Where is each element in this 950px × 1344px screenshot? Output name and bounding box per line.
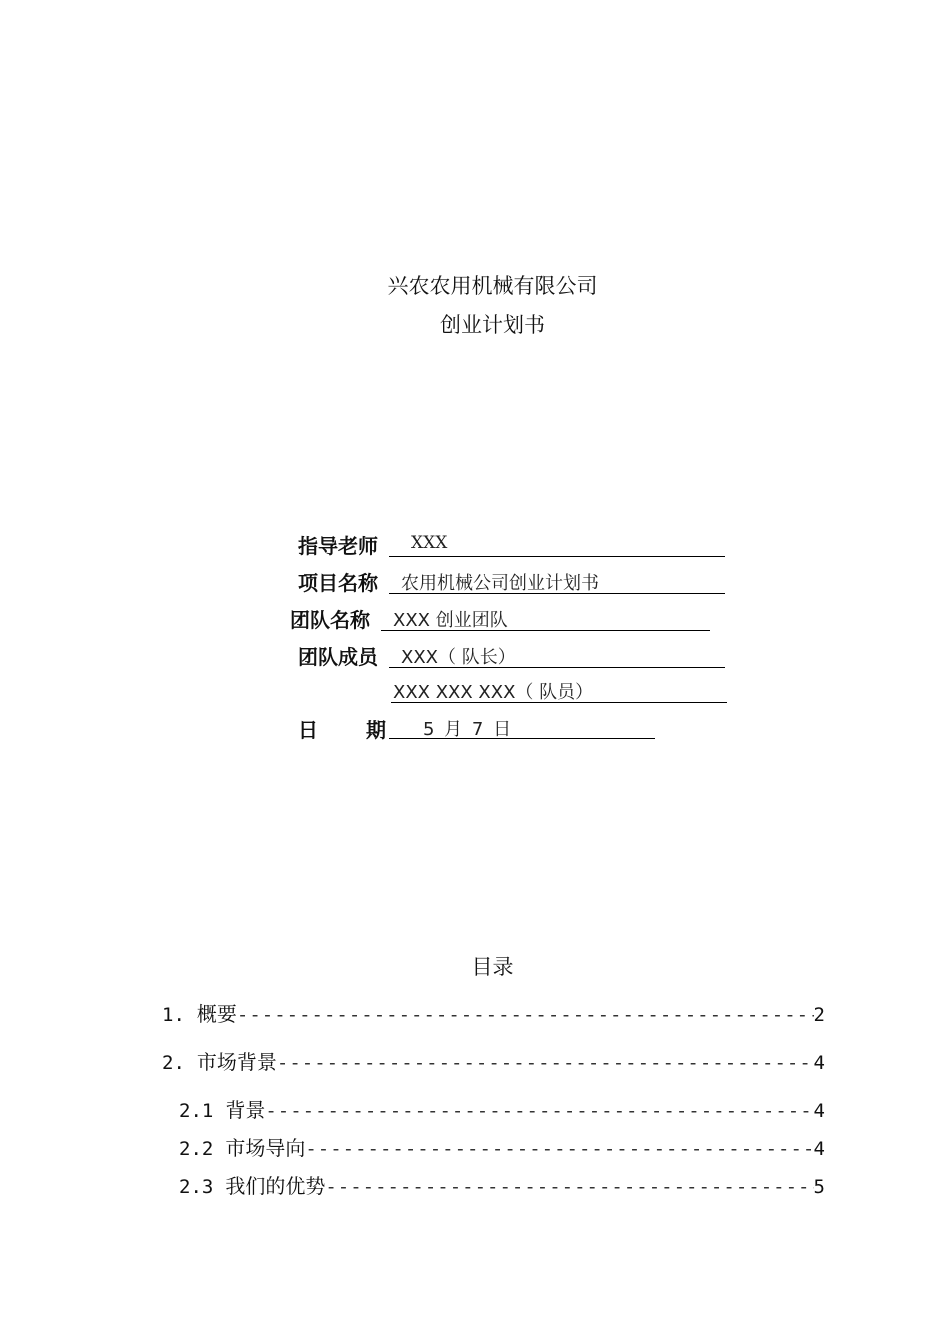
toc-entry-number: 2.3 [179, 1176, 214, 1198]
toc-leader [305, 1138, 813, 1160]
toc-entry-page: 2 [813, 1004, 825, 1026]
date-field [389, 714, 655, 739]
members-value-1: XXX（ 队长） [401, 647, 516, 668]
toc-leader [237, 1004, 814, 1026]
toc-entry-number: 2.2 [179, 1138, 214, 1160]
toc-heading: 目录 [471, 955, 514, 979]
team-value: XXX 创业团队 [393, 610, 508, 631]
members-label: 团队成员 [298, 645, 378, 669]
date-label-day: 日 [298, 718, 318, 742]
toc-entry-page: 4 [813, 1138, 825, 1160]
team-field [381, 606, 710, 631]
advisor-field [389, 532, 725, 557]
toc-leader [325, 1176, 813, 1198]
advisor-label: 指导老师 [298, 534, 378, 558]
toc-entry[interactable] [179, 1094, 825, 1123]
toc-entry[interactable] [162, 1046, 825, 1075]
toc-entry-page: 5 [813, 1176, 825, 1198]
company-name: 兴农农用机械有限公司 [387, 274, 598, 298]
toc-entry-number: 2. [162, 1052, 185, 1074]
document-title: 创业计划书 [440, 313, 545, 337]
date-label-period: 期 [366, 718, 386, 742]
toc-entry-page: 4 [813, 1052, 825, 1074]
project-field [389, 569, 725, 594]
toc-entry-number: 1. [162, 1004, 185, 1026]
toc-entry-page: 4 [813, 1100, 825, 1122]
toc-leader [277, 1052, 814, 1074]
members-value-2: XXX XXX XXX（ 队员） [393, 682, 594, 703]
toc-leader [265, 1100, 813, 1122]
toc-entry[interactable] [179, 1170, 825, 1199]
toc-entry-title: 市场导向 [225, 1136, 306, 1160]
advisor-value: XXX [411, 533, 448, 553]
toc-entry[interactable] [179, 1132, 825, 1161]
members-field-1 [389, 643, 725, 668]
toc-entry-title: 概要 [196, 1002, 237, 1026]
toc-entry-number: 2.1 [179, 1100, 214, 1122]
toc-entry-title: 市场背景 [196, 1050, 277, 1074]
members-field-2 [391, 678, 727, 703]
project-label: 项目名称 [298, 571, 378, 595]
toc-entry[interactable] [162, 998, 825, 1027]
date-value: 5 月 7 日 [423, 719, 514, 740]
toc-entry-title: 背景 [225, 1098, 266, 1122]
project-value: 农用机械公司创业计划书 [401, 573, 599, 594]
toc-entry-title: 我们的优势 [225, 1174, 326, 1198]
team-label: 团队名称 [290, 608, 370, 632]
